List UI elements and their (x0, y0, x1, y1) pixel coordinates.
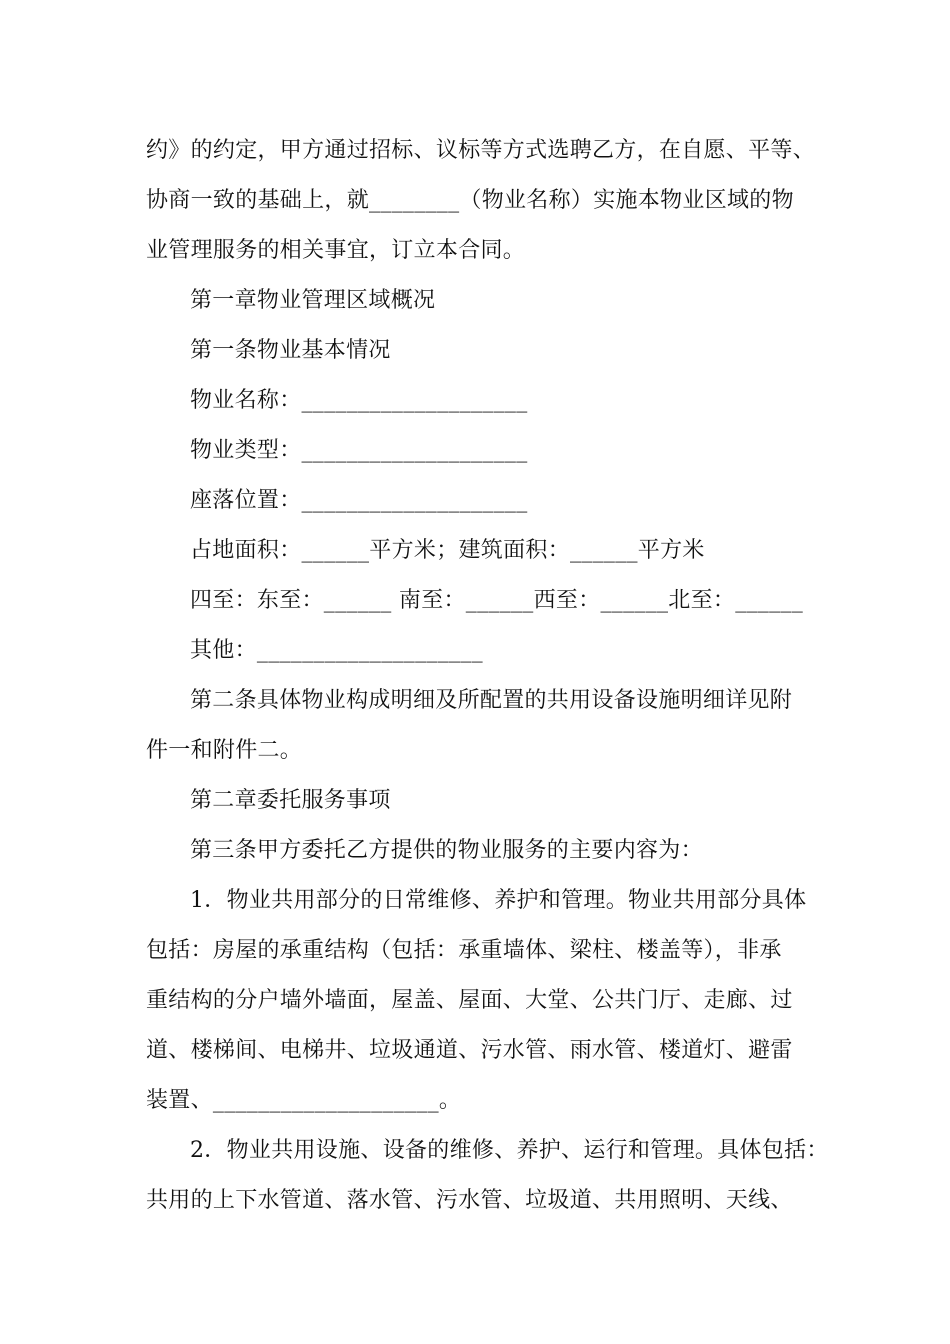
paragraph-line: 装置、____________________。 (146, 1088, 462, 1113)
form-field-property-type: 物业类型：____________________ (190, 438, 528, 463)
paragraph-line: 包括：房屋的承重结构（包括：承重墙体、梁柱、楼盖等），非承 (146, 938, 782, 963)
paragraph-line: 约》的约定，甲方通过招标、议标等方式选聘乙方，在自愿、平等、 (146, 138, 816, 163)
paragraph-line: 2．物业共用设施、设备的维修、养护、运行和管理。具体包括： (190, 1138, 829, 1163)
chapter-heading: 第一章物业管理区域概况 (190, 288, 436, 313)
article-heading: 第三条甲方委托乙方提供的物业服务的主要内容为： (190, 838, 703, 863)
form-field-boundaries: 四至：东至：______ 南至：______西至：______北至：______ (190, 588, 803, 613)
chapter-heading: 第二章委托服务事项 (190, 788, 391, 813)
form-field-location: 座落位置：____________________ (190, 488, 528, 513)
paragraph-line: 重结构的分户墙外墙面，屋盖、屋面、大堂、公共门厅、走廊、过 (146, 988, 793, 1013)
form-field-property-name: 物业名称：____________________ (190, 388, 528, 413)
paragraph-line: 件一和附件二。 (146, 738, 303, 763)
paragraph-line: 业管理服务的相关事宜，订立本合同。 (146, 238, 526, 263)
paragraph-line: 第二条具体物业构成明细及所配置的共用设备设施明细详见附 (190, 688, 793, 713)
paragraph-line: 共用的上下水管道、落水管、污水管、垃圾道、共用照明、天线、 (146, 1188, 793, 1213)
paragraph-line: 1．物业共用部分的日常维修、养护和管理。物业共用部分具体 (190, 888, 807, 913)
form-field-other: 其他：____________________ (190, 638, 483, 663)
paragraph-line: 协商一致的基础上，就________（物业名称）实施本物业区域的物 (146, 188, 794, 213)
form-field-area: 占地面积：______平方米；建筑面积：______平方米 (190, 538, 705, 563)
article-heading: 第一条物业基本情况 (190, 338, 391, 363)
paragraph-line: 道、楼梯间、电梯井、垃圾通道、污水管、雨水管、楼道灯、避雷 (146, 1038, 793, 1063)
